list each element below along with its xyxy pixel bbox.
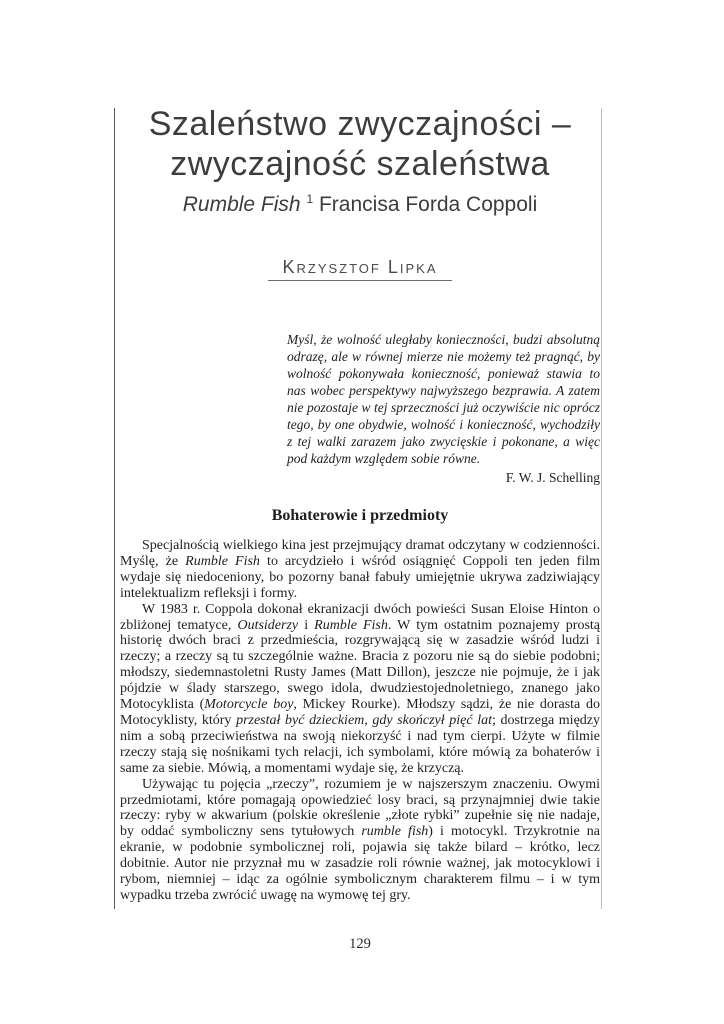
author-row <box>120 257 600 281</box>
author-name: Krzysztof Lipka <box>268 257 451 281</box>
epigraph-attribution: F. W. J. Schelling <box>505 470 600 485</box>
page-number: 129 <box>349 936 371 952</box>
article-title-line1: Szaleństwo zwyczajności – <box>148 105 572 143</box>
epigraph-text: Myśl, że wolność uległaby konieczności, budzi absolutną odrazę, ale w równej mierze nie możemy też pragnąć, by wolność pokonywała konieczność, ponieważ stawia to nas wobec perspektywy najwyższego bezprawia. A zatem nie pozostaje w tej sprzeczności już oczywiście nic oprócz tego, by one obydwie, wolność i konieczność, wychodziły z tej walki zarazem jako zwycięskie i pokonane, a więc pod każdym względem sobie równe. <box>287 332 600 466</box>
body-paragraph-1: Specjalnością wielkiego kina jest przejmujący dramat odczytany w codzienności. Myślę, że Rumble Fish to arcydzieło i wśród osiągnięć Coppoli ten jeden film wydaje się niedoceniony, bo pozorny banał fabuły umiejętnie ukrywa zadziwiający intelektualizm refleksji i formy. <box>120 538 600 601</box>
page-edge-rule-right <box>601 108 602 909</box>
section-heading: Bohaterowie i przedmioty <box>271 507 449 524</box>
body-paragraph-3: Używając tu pojęcia „rzeczy”, rozumiem je w najszerszym znaczeniu. Owymi przedmiotami, które pomagają opowiedzieć losy braci, są przynajmniej dwie takie rzeczy: ryby w akwarium (polskie określenie „złote rybki” zupełnie się nie nadaje, by oddać symboliczny sens tytułowych rumble fish) i motocykl. Trzykrotnie na ekranie, w podobnie symbolicznej roli, pojawia się także bilard – krótko, lecz dobitnie. Autor nie przyznał mu w zasadzie roli równie ważnej, jak motocyklowi i rybom, niemniej – idąc za ogólnie symbolicznym charakterem filmu – i w tym wypadku trzeba zwrócić uwagę na wymowę tej gry. <box>120 776 600 903</box>
article-subtitle: Rumble Fish $^1$ Francisa Forda Coppoli <box>182 192 538 216</box>
article-title-line2: zwyczajność szaleństwa <box>170 145 550 183</box>
article-title <box>120 104 600 184</box>
epigraph-block <box>287 331 600 486</box>
article-content <box>120 104 600 904</box>
body-paragraph-2: W 1983 r. Coppola dokonał ekranizacji dwóch powieści Susan Eloise Hinton o zbliżonej tematyce, Outsiderzy i Rumble Fish. W tym ostatnim poznajemy prostą historię dwóch braci z przedmieścia, rozgrywającą się w zasadzie wśród ludzi i rzeczy; a rzeczy są tu szczególnie ważne. Bracia z pozoru nie są do siebie podobni; młodszy, siedemnastoletni Rusty James (Matt Dillon), jeszcze nie pojmuje, że i jak pójdzie w ślady starszego, swego idola, dwudziestojednoletniego, znanego jako Motocyklista (Motorcycle boy, Mickey Rourke). Młodszy sądzi, że nie dorasta do Motocyklisty, który przestał być dzieckiem, gdy skończył pięć lat; dostrzega między nim a sobą przeciwieństwa na swoją niekorzyść i nad tym cierpi. Użyte w filmie rzeczy stają się nośnikami tych relacji, ich symbolami, które mówią za bohaterów i same za siebie. Mówią, a momentami wydaje się, że krzyczą. <box>120 601 601 776</box>
page-edge-rule-left <box>114 108 115 909</box>
